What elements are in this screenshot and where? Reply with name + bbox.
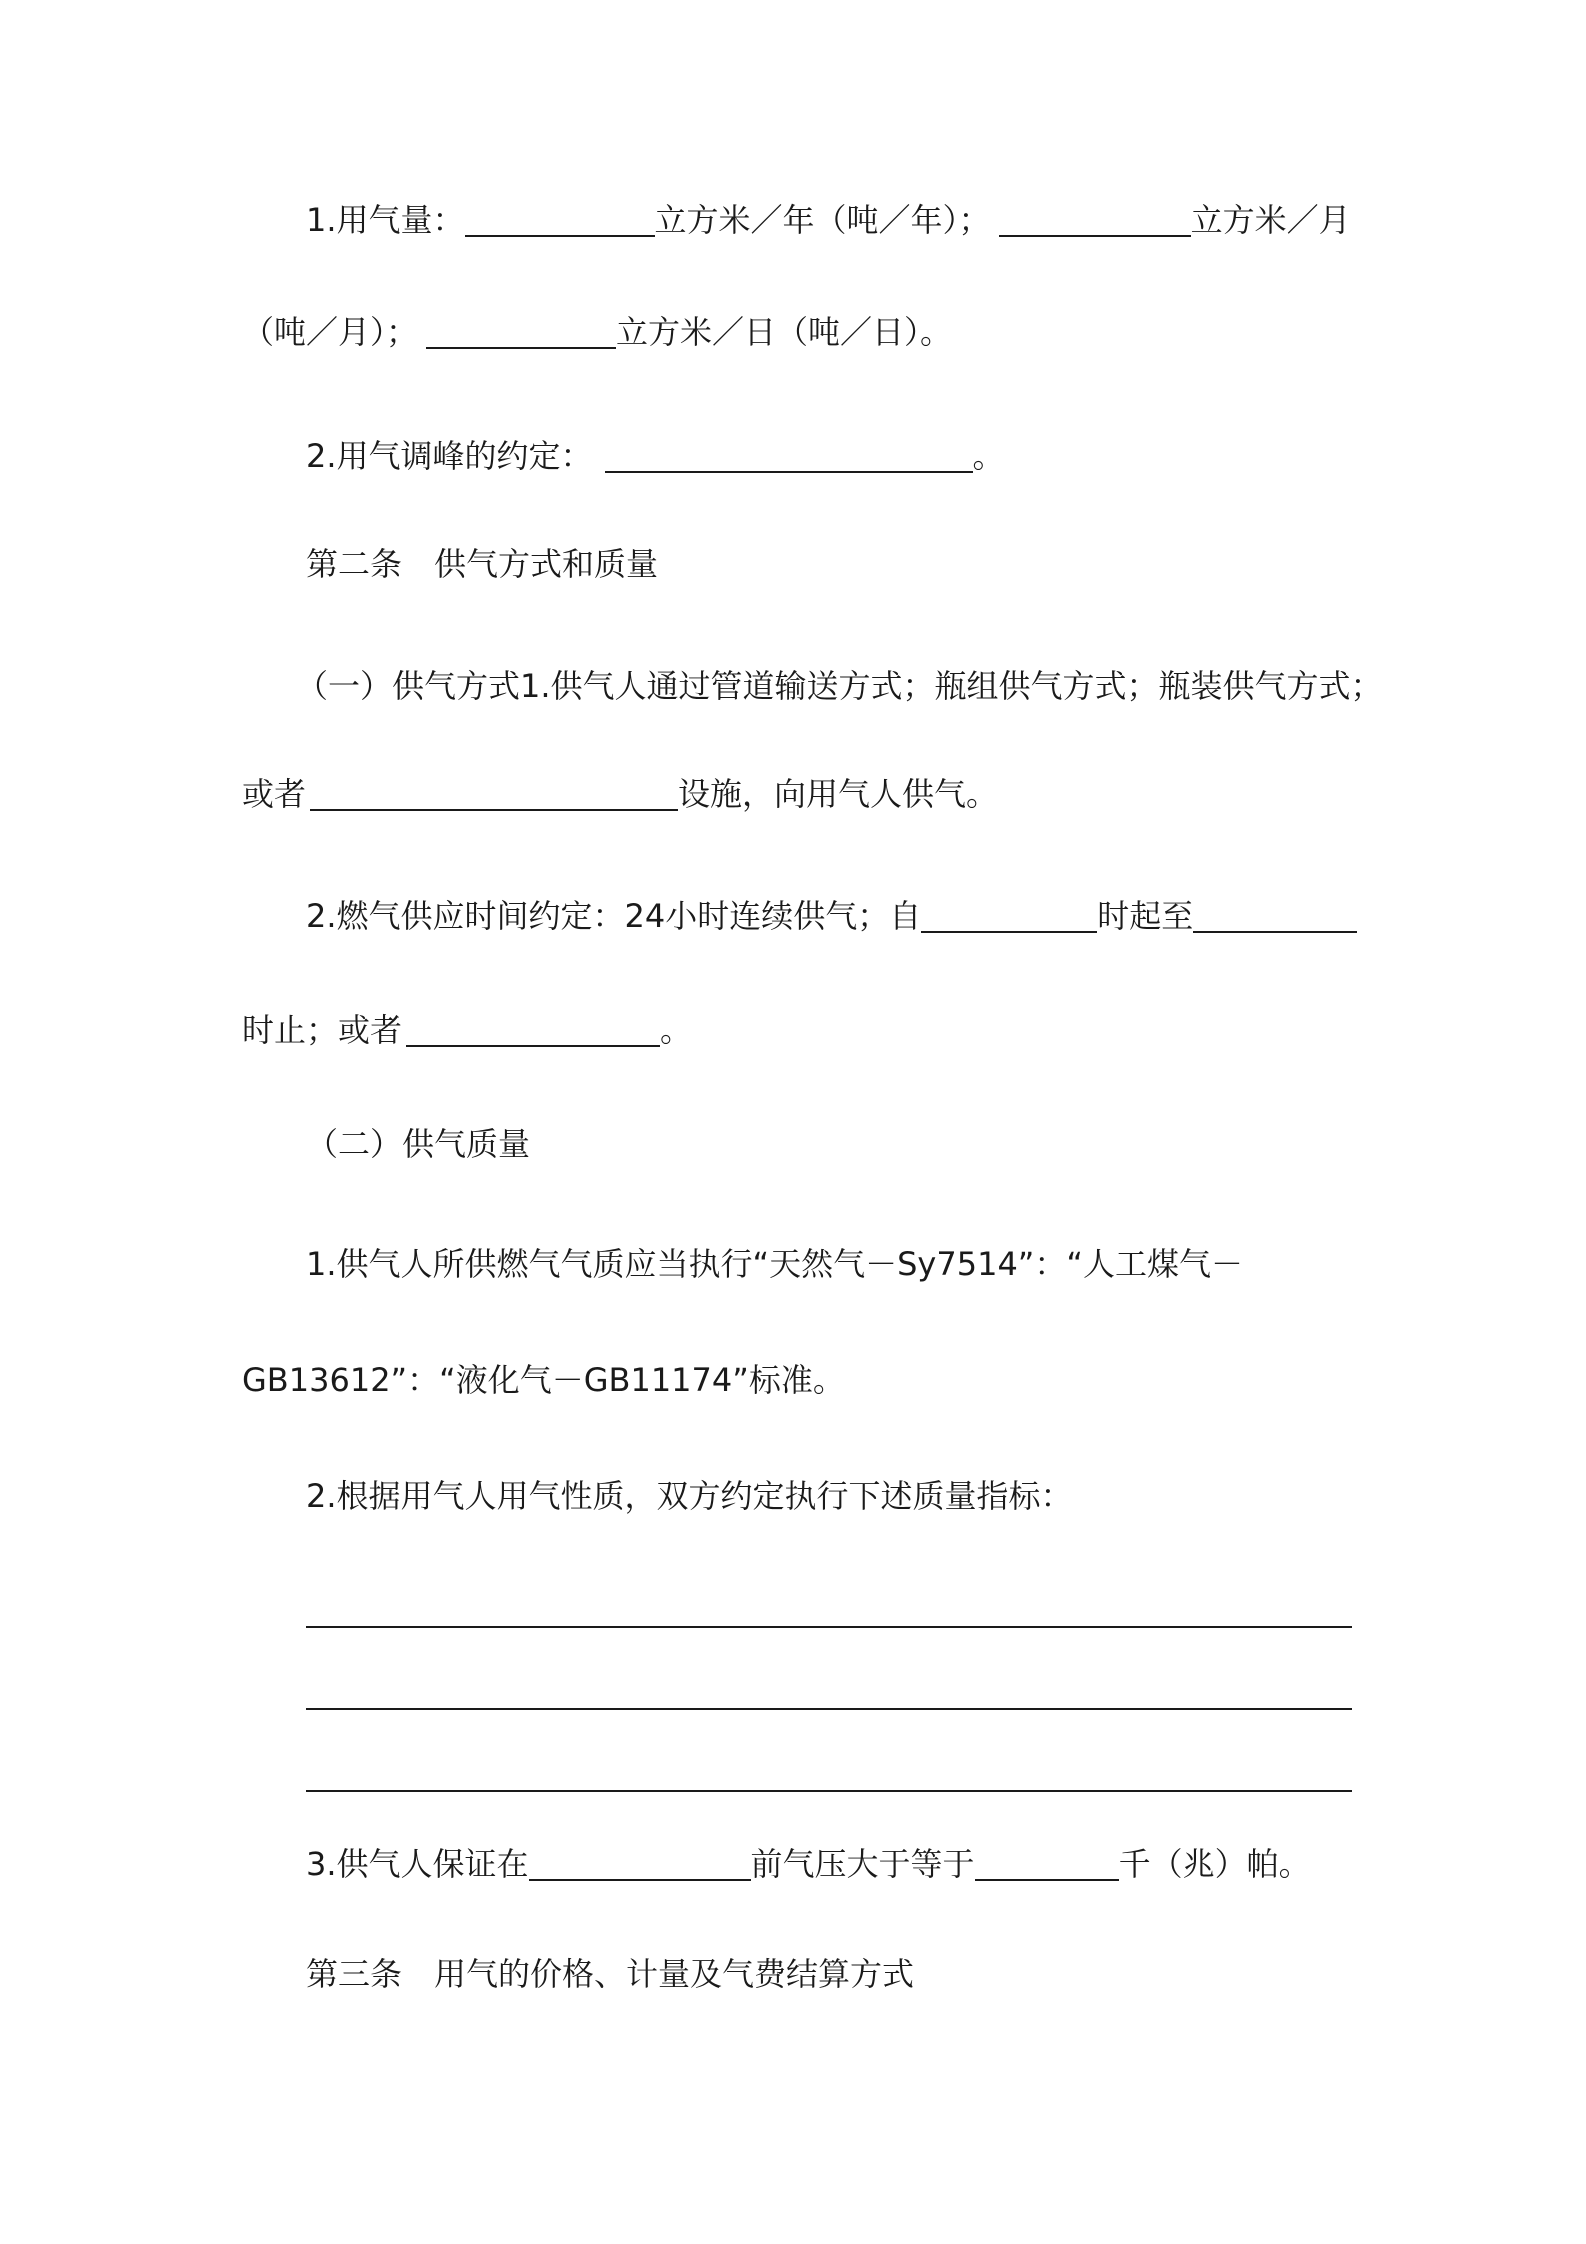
annual-volume-field[interactable] (465, 201, 655, 237)
pressure-mid: 前气压大于等于 (750, 1845, 975, 1883)
start-hour-field[interactable] (921, 897, 1097, 933)
quality-indicator-field-3[interactable] (306, 1790, 1352, 1792)
facility-suffix: 设施，向用气人供气。 (678, 775, 999, 813)
quality-indicator-field-1[interactable] (306, 1626, 1352, 1628)
monthly-unit: 立方米／月 (1190, 201, 1351, 239)
supply-time-end: 。 (660, 1011, 693, 1049)
quality-standard-line-2: GB13612”：“液化气－GB11174”标准。 (242, 1361, 845, 1399)
or-label: 或者 (242, 775, 307, 813)
other-facility-field[interactable] (310, 775, 678, 811)
quality-indicator-field-2[interactable] (306, 1708, 1352, 1710)
peak-shaving-label: 2.用气调峰的约定： (306, 437, 593, 475)
pressure-guarantee-line (306, 1840, 1311, 1888)
pressure-value-field[interactable] (975, 1845, 1119, 1881)
supply-time-line-1 (306, 892, 1357, 940)
peak-shaving-line (306, 432, 1005, 480)
other-time-field[interactable] (406, 1011, 660, 1047)
peak-shaving-end: 。 (972, 437, 1005, 475)
quality-standard-line-1: 1.供气人所供燃气气质应当执行“天然气－Sy7514”：“人工煤气－ (306, 1245, 1243, 1283)
pressure-unit: 千（兆）帕。 (1118, 1845, 1311, 1883)
supply-method-line-1: （一）供气方式1.供气人通过管道输送方式；瓶组供气方式；瓶装供气方式； (296, 667, 1383, 705)
section-2-heading: （二）供气质量 (306, 1125, 531, 1163)
supply-time-label: 2.燃气供应时间约定：24小时连续供气；自 (306, 897, 922, 935)
stop-label: 时止；或者 (242, 1011, 403, 1049)
article-2-heading: 第二条 供气方式和质量 (306, 545, 659, 583)
quality-indicator-line: 2.根据用气人用气性质，双方约定执行下述质量指标： (306, 1477, 1073, 1515)
daily-volume-field[interactable] (426, 313, 616, 349)
peak-shaving-field[interactable] (605, 437, 973, 473)
monthly-unit-cont: （吨／月）； (242, 313, 419, 351)
pressure-location-field[interactable] (529, 1845, 751, 1881)
supply-time-line-2 (242, 1006, 692, 1054)
monthly-volume-field[interactable] (999, 201, 1191, 237)
gas-volume-label: 1.用气量： (306, 201, 465, 239)
daily-unit: 立方米／日（吨／日）。 (616, 313, 953, 351)
gas-volume-line-1 (306, 196, 1351, 244)
pressure-label: 3.供气人保证在 (306, 1845, 529, 1883)
end-hour-field[interactable] (1193, 897, 1357, 933)
article-3-heading: 第三条 用气的价格、计量及气费结算方式 (306, 1955, 915, 1993)
gas-volume-line-2 (242, 308, 952, 356)
until-label: 时起至 (1097, 897, 1194, 935)
annual-unit: 立方米／年（吨／年）； (654, 201, 991, 239)
supply-method-line-2 (242, 770, 998, 818)
